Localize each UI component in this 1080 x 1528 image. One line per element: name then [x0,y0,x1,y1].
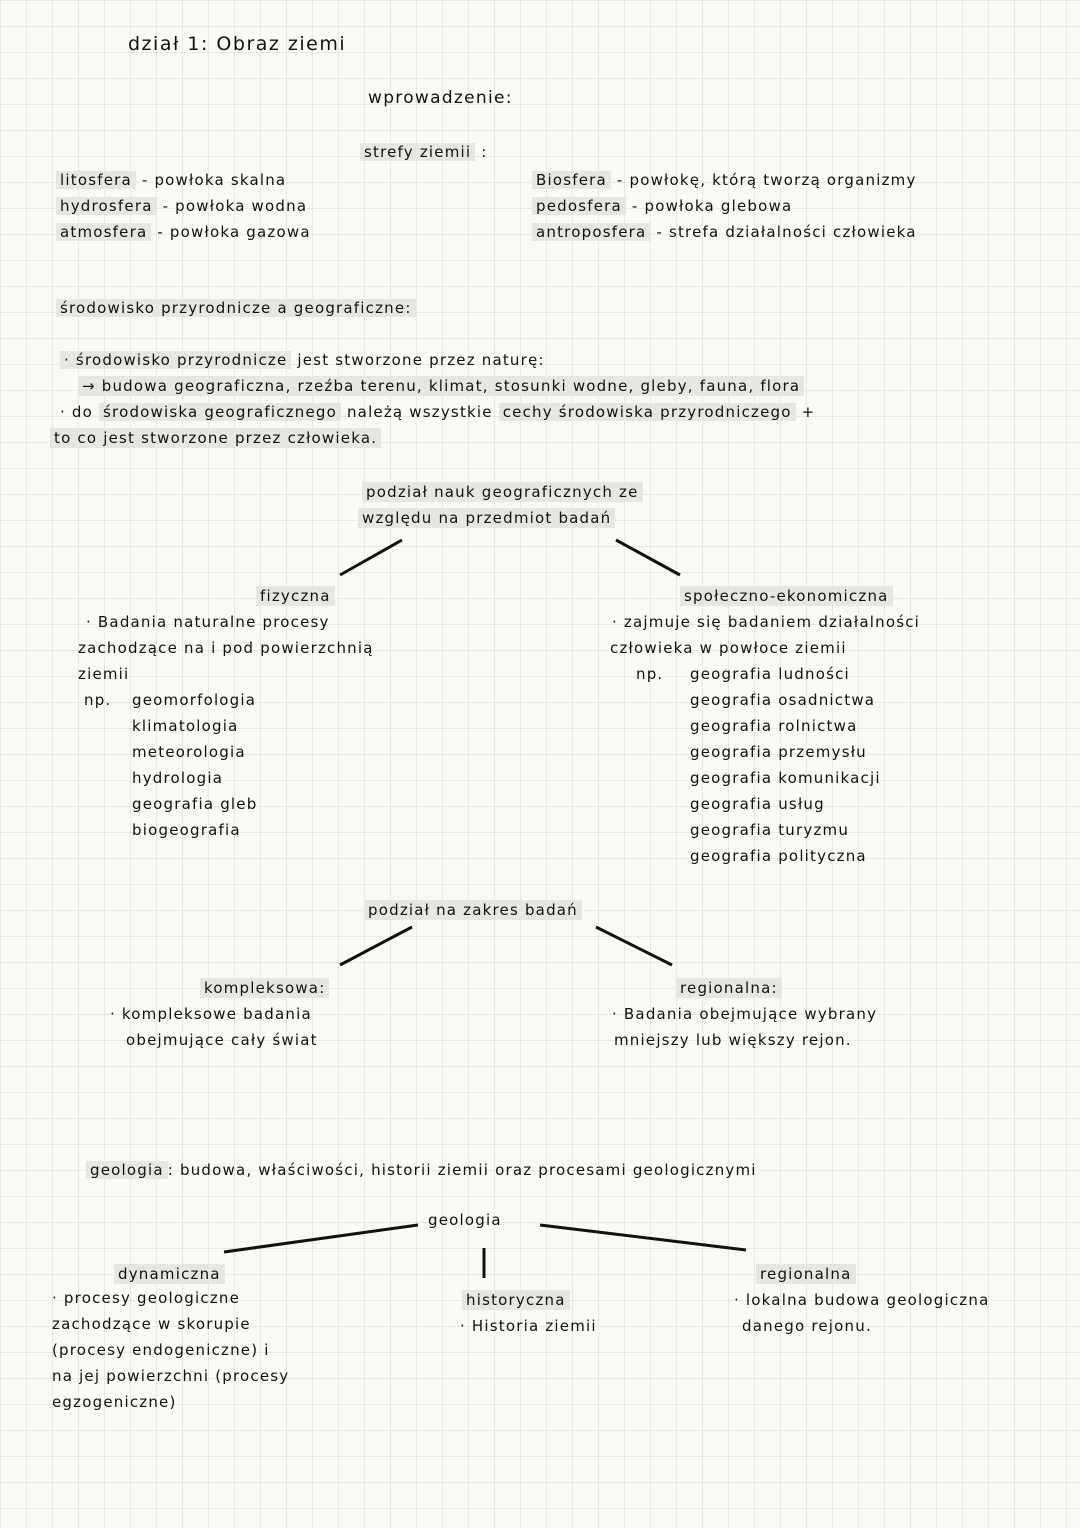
sphere-def: - powłoka skalna [141,171,287,189]
list-item: biogeografia [132,821,241,839]
desc-line: zachodzące w skorupie [52,1315,251,1333]
regional-scope-title: regionalna: [676,978,782,998]
complex-desc-2: obejmujące cały świat [126,1031,318,1049]
sphere-def: - powłoka gazowa [157,223,311,241]
sphere-term: Biosfera [532,171,611,189]
sphere-row-antroposfera [532,222,917,242]
sphere-def: - powłokę, którą tworzą organizmy [616,171,917,189]
regional-scope-desc-1: · Badania obejmujące wybrany [612,1005,878,1023]
physical-geography-title: fizyczna [256,586,335,606]
environment-line-3 [60,402,815,422]
physical-desc-3: ziemii [78,665,130,683]
complex-desc-1: · kompleksowe badania [110,1005,312,1023]
sphere-def: - powłoka wodna [162,197,308,215]
natural-environment-term: · środowisko przyrodnicze [60,351,291,369]
geology-term: geologia [86,1161,168,1179]
desc-line: egzogeniczne) [52,1393,177,1411]
environment-line-4: to co jest stworzone przez człowieka. [50,428,381,448]
environment-text: jest stworzone przez naturę: [297,351,545,369]
spheres-heading [360,142,487,162]
socioeconomic-examples-list [690,661,881,869]
dynamic-geology-desc [52,1285,289,1415]
list-item: geografia przemysłu [690,743,867,761]
list-item: geografia osadnictwa [690,691,876,709]
physical-desc-1: · Badania naturalne procesy [86,613,330,631]
connector-line [616,540,680,575]
regional-geology-title: regionalna [756,1264,856,1284]
environment-text: należą wszystkie [346,403,493,421]
list-item: geografia gleb [132,795,258,813]
spheres-heading-text: strefy ziemii [360,143,475,161]
list-item: geografia usług [690,795,825,813]
geology-definition-text: : budowa, właściwości, historii ziemii oraz procesami geologicznymi [167,1161,757,1179]
environment-heading-text: środowisko przyrodnicze a geograficzne: [56,299,416,317]
desc-line: · procesy geologiczne [52,1289,241,1307]
sphere-term: pedosfera [532,197,626,215]
historical-geology-desc: · Historia ziemii [460,1317,597,1335]
connector-line [596,927,672,965]
sphere-def: - strefa działalności człowieka [656,223,917,241]
physical-np-label: np. [84,691,112,709]
connector-line [340,540,402,575]
socioeconomic-desc-1: · zajmuje się badaniem działalności [612,613,921,631]
sphere-term: litosfera [56,171,136,189]
environment-heading [56,298,416,318]
environment-line-2: → budowa geograficzna, rzeźba terenu, klimat, stosunki wodne, gleby, fauna, flora [78,376,804,396]
list-item: geografia polityczna [690,847,867,865]
socioeconomic-np-label: np. [636,665,664,683]
sphere-row-hydrosfera [56,196,307,216]
physical-desc-2: zachodzące na i pod powierzchnią [78,639,374,657]
complex-title: kompleksowa: [200,978,329,998]
regional-geology-desc-1: · lokalna budowa geologiczna [734,1291,990,1309]
sphere-def: - powłoka glebowa [631,197,793,215]
geographic-environment-term: środowiska geograficznego [99,403,341,421]
sphere-term: antroposfera [532,223,650,241]
connector-line [224,1225,418,1252]
environment-text: + [801,403,816,421]
environment-line-1 [60,350,545,370]
socioeconomic-desc-2: człowieka w powłoce ziemii [610,639,847,657]
connector-line [340,927,412,965]
scope-heading: podział na zakres badań [364,900,582,920]
chapter-title: dział 1: Obraz ziemi [128,33,347,55]
sphere-row-pedosfera [532,196,792,216]
physical-examples-list [132,687,257,843]
geology-definition [86,1160,757,1180]
list-item: geografia ludności [690,665,850,683]
environment-text: · do [60,403,94,421]
list-item: geomorfologia [132,691,257,709]
regional-geology-desc-2: danego rejonu. [742,1317,872,1335]
historical-geology-title: historyczna [462,1290,570,1310]
sphere-term: hydrosfera [56,197,157,215]
spheres-heading-colon: : [481,143,488,161]
dynamic-geology-title: dynamiczna [114,1264,225,1284]
desc-line: (procesy endogeniczne) i [52,1341,270,1359]
sphere-term: atmosfera [56,223,151,241]
sphere-row-litosfera [56,170,286,190]
regional-scope-desc-2: mniejszy lub większy rejon. [614,1031,852,1049]
geology-tree-root: geologia [428,1211,502,1229]
connector-line [540,1225,746,1250]
list-item: klimatologia [132,717,239,735]
environment-text: cechy środowiska przyrodniczego [499,403,796,421]
sciences-heading-line-2: względu na przedmiot badań [358,508,615,528]
list-item: geografia komunikacji [690,769,881,787]
sciences-heading-line-1: podział nauk geograficznych ze [362,482,643,502]
list-item: meteorologia [132,743,246,761]
intro-heading: wprowadzenie: [368,88,513,108]
list-item: geografia rolnictwa [690,717,858,735]
socioeconomic-geography-title: społeczno-ekonomiczna [680,586,893,606]
sphere-row-atmosfera [56,222,311,242]
desc-line: na jej powierzchni (procesy [52,1367,290,1385]
list-item: hydrologia [132,769,224,787]
list-item: geografia turyzmu [690,821,850,839]
sphere-row-biosfera [532,170,917,190]
